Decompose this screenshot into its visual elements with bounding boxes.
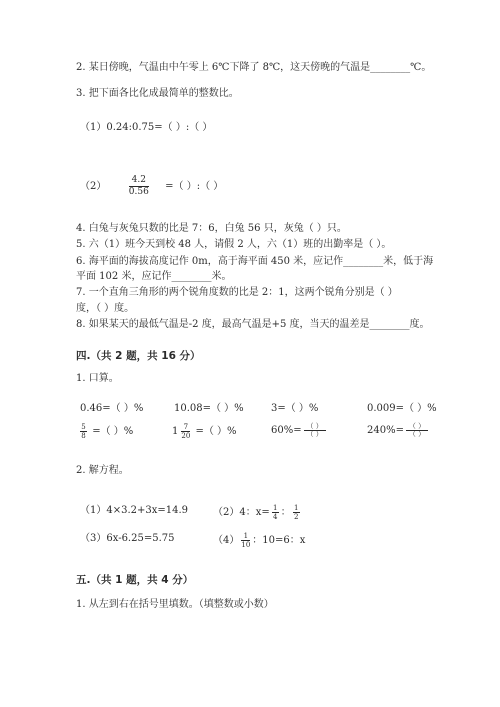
numerator-blank: （ ） [408, 422, 426, 430]
ratio-separator: ： [280, 507, 291, 518]
numerator: 1 [273, 504, 278, 512]
denominator-blank: （ ） [306, 430, 323, 438]
numerator: 7 [183, 423, 189, 431]
equation-1: （1）4×3.2+3x=14.9 [80, 505, 189, 516]
answer-blanks: =（ ）:（ ） [165, 181, 224, 192]
denominator: 2 [294, 513, 299, 521]
question-2: 2. 某日傍晚，气温由中午零上 6℃下降了 8℃，这天傍晚的气温是________℃。 [76, 62, 432, 73]
oral-calc-7 [271, 423, 326, 438]
fraction-1-over-4 [272, 504, 279, 521]
percent-expression: 240%= [367, 425, 404, 436]
equation-prefix: （2）4：x= [213, 507, 270, 518]
answer-blank: =（ ）% [92, 426, 134, 437]
oral-calc-2: 10.08=（ ）% [174, 403, 244, 414]
part-label: （2） [80, 181, 107, 192]
denominator: 8 [81, 432, 86, 440]
numerator-blank: （ ） [306, 422, 323, 430]
section-4-question-1-title: 1. 口算。 [76, 373, 119, 384]
section-5-heading: 五.（共 1 题，共 4 分） [76, 574, 194, 586]
whole-number: 1 [172, 426, 179, 437]
oral-calc-4: 0.009=（ ）% [367, 403, 437, 414]
numerator: 5 [81, 423, 86, 431]
denominator-blank: （ ） [408, 430, 426, 438]
oral-calc-6 [172, 423, 237, 440]
question-3-part-2 [80, 175, 223, 198]
percent-expression: 60%= [271, 425, 302, 436]
equation-suffix: ：10=6：x [252, 535, 306, 546]
section-4-question-2-title: 2. 解方程。 [76, 465, 129, 476]
numerator: 1 [294, 504, 299, 512]
section-5-question-1: 1. 从左到右在括号里填数。（填整数或小数） [76, 599, 274, 610]
fraction-7-over-20 [181, 423, 190, 440]
denominator: 4 [273, 513, 278, 521]
section-4-heading: 四.（共 2 题，共 16 分） [76, 350, 201, 362]
fraction-4-2-over-0-56 [129, 175, 149, 198]
question-6-line-1: 6. 海平面的海拔高度记作 0m，高于海平面 450 米，应记作________米，低于海 [76, 256, 434, 267]
denominator: 20 [181, 432, 191, 440]
oral-calc-3: 3=（ ）% [271, 403, 319, 414]
question-8: 8. 如果某天的最低气温是-2 度，最高气温是+5 度，当天的温差是________度。 [76, 319, 430, 330]
numerator: 1 [243, 532, 249, 540]
question-7-line-2: 度，（ ）度。 [76, 303, 135, 314]
question-3-part-1: （1）0.24:0.75=（ ）:（ ） [80, 122, 213, 133]
denominator: 0.56 [128, 187, 149, 197]
oral-calc-8 [367, 423, 428, 438]
denominator: 10 [241, 541, 251, 549]
fraction-5-over-8 [80, 423, 87, 440]
equation-4 [213, 532, 305, 549]
answer-blank: =（ ）% [195, 426, 237, 437]
question-5: 5. 六（1）班今天到校 48 人，请假 2 人，六（1）班的出勤率是（ ）。 [76, 239, 392, 250]
oral-calc-5 [78, 423, 133, 440]
oral-calc-1: 0.46=（ ）% [80, 403, 144, 414]
fraction-1-over-2 [293, 504, 300, 521]
question-6-line-2: 平面 102 米，应记作________米。 [76, 271, 232, 282]
numerator: 4.2 [131, 175, 146, 185]
equation-3: （3）6x-6.25=5.75 [80, 533, 175, 544]
equation-2 [213, 504, 302, 521]
blank-fraction [406, 423, 428, 438]
question-4: 4. 白兔与灰兔只数的比是 7：6，白兔 56 只，灰兔（ ）只。 [76, 223, 347, 234]
fraction-1-over-10 [241, 532, 250, 549]
question-7-line-1: 7. 一个直角三角形的两个锐角度数的比是 2：1，这两个锐角分别是（ ） [76, 287, 398, 298]
equation-prefix: （4） [213, 535, 240, 546]
question-3-title: 3. 把下面各比化成最简单的整数比。 [76, 88, 239, 99]
blank-fraction [304, 423, 326, 438]
